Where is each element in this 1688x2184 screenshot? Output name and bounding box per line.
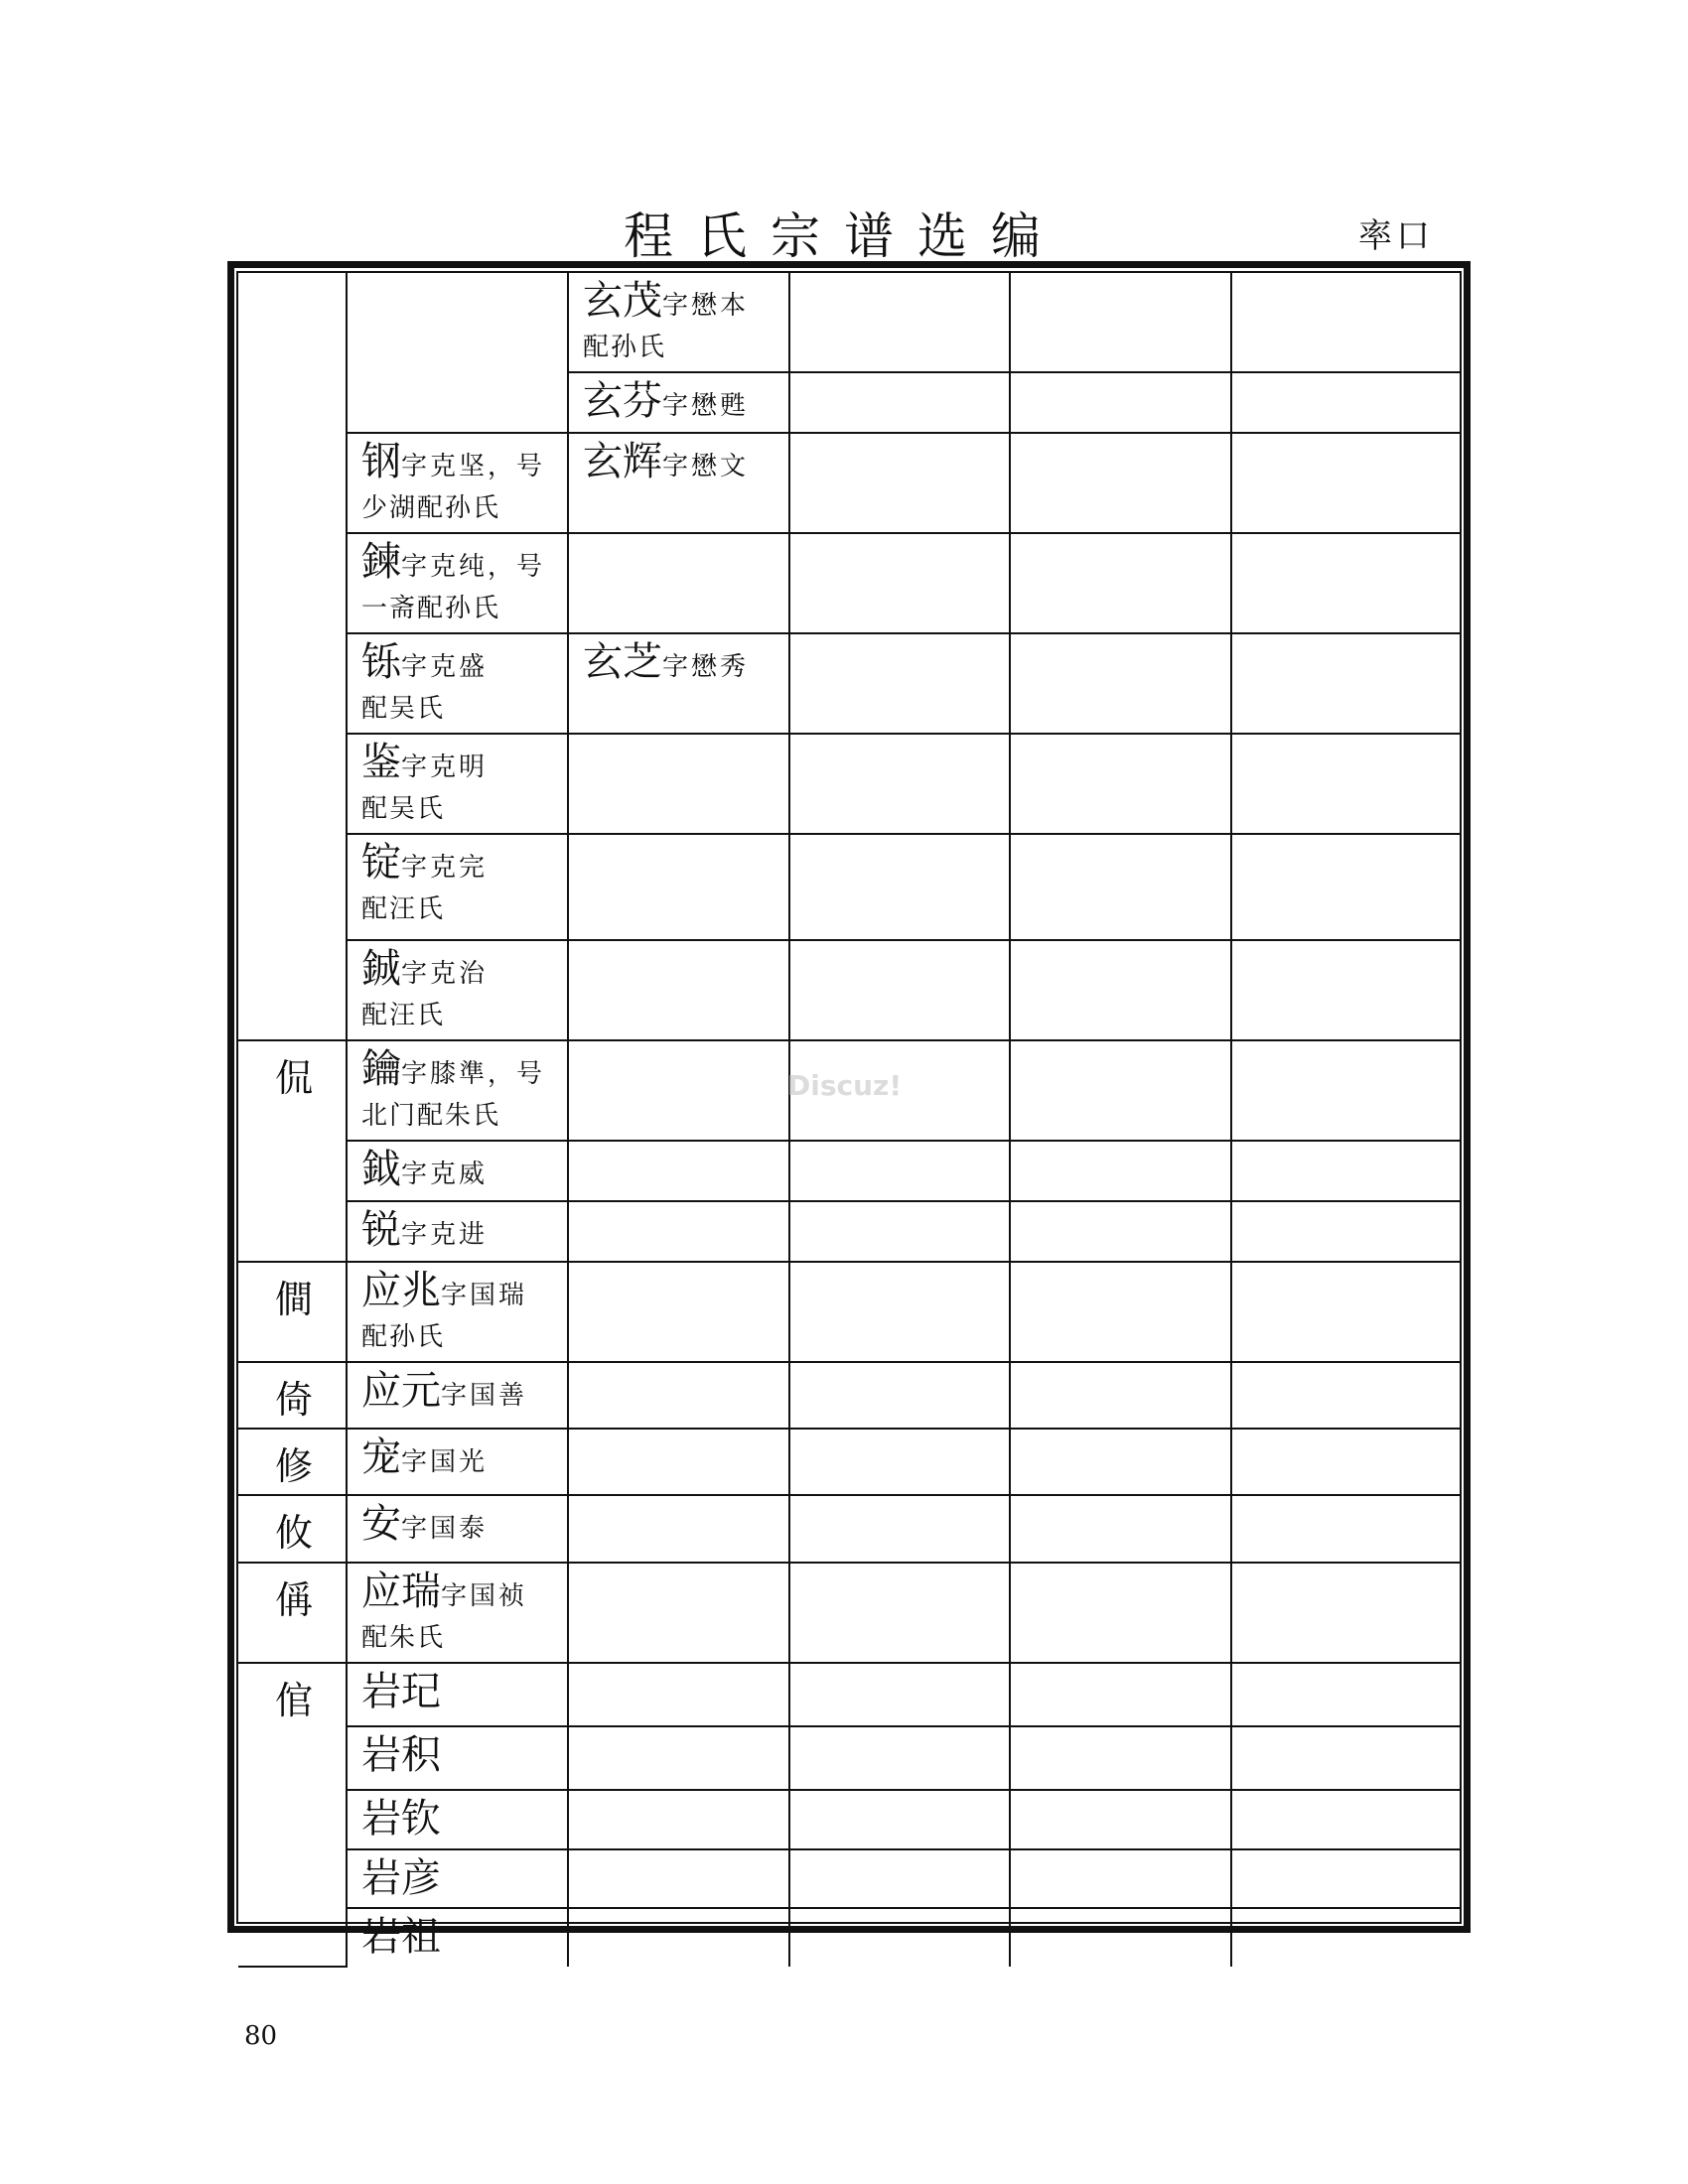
table-row [238,734,1460,834]
gen5-cell [1010,273,1231,372]
gen6-cell [1231,1663,1460,1726]
genealogy-table [238,273,1460,1968]
gen5-cell [1010,1141,1231,1201]
gen3-cell [568,1663,789,1726]
table-row [238,1262,1460,1362]
person-note: 字懋秀 [662,652,750,682]
gen1-cell: 倌 [238,1663,347,1967]
gen2-cell [347,1141,568,1201]
person-note-2: 一斋配孙氏 [361,594,501,623]
gen3-cell [568,734,789,834]
person-note: 字懋甦 [662,391,750,421]
person-note-2: 配吴氏 [361,694,446,724]
gen5-cell [1010,533,1231,633]
person-name: 岩玘 [361,1669,441,1714]
gen6-cell [1231,1141,1460,1201]
person-note-2: 配汪氏 [361,894,446,924]
gen3-cell [568,1908,789,1967]
person-note: 字克坚，号 [401,452,546,481]
gen2-cell [347,433,568,533]
gen5-cell [1010,734,1231,834]
gen5-cell [1010,433,1231,533]
gen4-cell [789,1563,1010,1663]
gen5-cell [1010,633,1231,734]
person-note: 字国祯 [441,1581,528,1611]
gen6-cell [1231,940,1460,1040]
gen5-cell [1010,1040,1231,1141]
person-name: 岩彦 [361,1855,441,1901]
gen5-cell [1010,1495,1231,1563]
gen4-cell [789,633,1010,734]
gen2-cell [347,1429,568,1495]
gen4-cell [789,834,1010,940]
gen3-cell [568,1262,789,1362]
gen6-cell [1231,433,1460,533]
gen5-cell [1010,1563,1231,1663]
gen4-cell [789,1141,1010,1201]
page-number: 80 [244,2021,278,2051]
gen6-cell [1231,1563,1460,1663]
gen2-cell [347,1663,568,1726]
person-name: 宠 [361,1434,401,1480]
gen2-cell [347,1726,568,1790]
gen6-cell [1231,273,1460,372]
gen3-cell [568,433,789,533]
person-note: 字国光 [401,1447,489,1477]
gen4-cell [789,1726,1010,1790]
table-row [238,940,1460,1040]
gen6-cell [1231,1201,1460,1262]
gen4-cell [789,1790,1010,1849]
gen6-cell [1231,633,1460,734]
gen1-cell [238,273,347,1040]
gen3-cell [568,1790,789,1849]
gen3-cell [568,1141,789,1201]
gen3-cell [568,1201,789,1262]
gen6-cell [1231,533,1460,633]
gen2-cell [347,1495,568,1563]
table-row [238,433,1460,533]
gen2-cell [347,1908,568,1967]
gen2-cell [347,633,568,734]
table-row [238,633,1460,734]
table-row [238,1201,1460,1262]
table-row [238,1563,1460,1663]
gen3-cell [568,834,789,940]
person-note-2: 配孙氏 [583,333,667,362]
gen2-cell [347,273,568,433]
gen1-cell: 攸 [238,1495,347,1563]
person-name: 应瑞 [361,1569,441,1614]
gen1-cell: 僴 [238,1262,347,1362]
gen6-cell [1231,1849,1460,1908]
gen4-cell [789,433,1010,533]
table-row [238,1362,1460,1429]
person-name: 安 [361,1501,401,1547]
person-note: 字国瑞 [441,1281,528,1310]
gen3-cell [568,1429,789,1495]
place-label: 率口 [1358,216,1434,256]
gen6-cell [1231,1495,1460,1563]
person-name: 鋮 [361,946,401,992]
person-note: 字国善 [441,1381,528,1411]
gen5-cell [1010,1201,1231,1262]
gen4-cell [789,372,1010,433]
person-note-2: 配吴氏 [361,794,446,824]
person-name: 玄辉 [583,439,662,484]
gen2-cell [347,834,568,940]
person-note-2: 配孙氏 [361,1322,446,1352]
gen4-cell [789,940,1010,1040]
gen4-cell [789,1908,1010,1967]
gen6-cell [1231,1040,1460,1141]
gen6-cell [1231,834,1460,940]
gen2-cell [347,1563,568,1663]
table-row [238,834,1460,940]
gen5-cell [1010,1663,1231,1726]
gen5-cell [1010,1849,1231,1908]
gen5-cell [1010,1790,1231,1849]
person-name: 鉞 [361,1147,401,1192]
gen6-cell [1231,1429,1460,1495]
gen4-cell [789,533,1010,633]
person-note: 字克纯，号 [401,552,546,582]
gen3-cell [568,1726,789,1790]
person-name: 钢 [361,439,401,484]
person-note-2: 北门配朱氏 [361,1101,501,1131]
gen1-cell: 倚 [238,1362,347,1429]
person-note: 字膝準，号 [401,1059,546,1089]
gen3-cell [568,372,789,433]
person-note: 字克明 [401,752,489,782]
gen2-cell [347,1849,568,1908]
person-note: 字懋文 [662,452,750,481]
gen6-cell [1231,1908,1460,1967]
person-note: 字克进 [401,1220,489,1250]
person-name: 鑰 [361,1046,401,1092]
gen3-cell [568,1495,789,1563]
gen3-cell [568,1563,789,1663]
gen5-cell [1010,1262,1231,1362]
gen5-cell [1010,1362,1231,1429]
gen1-cell: 修 [238,1429,347,1495]
gen3-cell [568,1362,789,1429]
gen5-cell [1010,1726,1231,1790]
watermark: Discuz! [787,1069,903,1102]
person-name: 玄茂 [583,278,662,324]
person-name: 鍊 [361,539,401,585]
gen6-cell [1231,1726,1460,1790]
gen2-cell [347,1790,568,1849]
table-row [238,1495,1460,1563]
table-row [238,1429,1460,1495]
gen4-cell [789,1663,1010,1726]
table-row [238,1908,1460,1967]
gen2-cell [347,1362,568,1429]
table-row [238,1141,1460,1201]
gen6-cell [1231,372,1460,433]
gen5-cell [1010,1908,1231,1967]
person-note: 字克治 [401,959,489,989]
gen5-cell [1010,372,1231,433]
table-row [238,273,1460,372]
gen3-cell [568,633,789,734]
gen2-cell [347,533,568,633]
person-name: 岩祖 [361,1914,441,1960]
gen6-cell [1231,734,1460,834]
gen3-cell [568,1849,789,1908]
gen4-cell [789,1849,1010,1908]
person-name: 玄芝 [583,639,662,685]
person-note: 字懋本 [662,291,750,321]
person-name: 玄芬 [583,378,662,424]
gen1-cell: 偁 [238,1563,347,1663]
gen1-cell: 侃 [238,1040,347,1262]
person-note-2: 配朱氏 [361,1623,446,1653]
gen6-cell [1231,1262,1460,1362]
gen2-cell [347,940,568,1040]
gen6-cell [1231,1790,1460,1849]
gen4-cell [789,273,1010,372]
gen4-cell [789,1201,1010,1262]
gen2-cell [347,1201,568,1262]
gen3-cell [568,940,789,1040]
person-note: 字克盛 [401,652,489,682]
person-name: 铄 [361,639,401,685]
person-name: 应元 [361,1368,441,1414]
person-name: 锐 [361,1207,401,1253]
gen3-cell [568,273,789,372]
person-name: 应兆 [361,1268,441,1313]
person-name: 锭 [361,840,401,886]
person-name: 岩积 [361,1732,441,1778]
gen5-cell [1010,1429,1231,1495]
gen3-cell [568,533,789,633]
table-row [238,1790,1460,1849]
gen5-cell [1010,940,1231,1040]
gen4-cell [789,1429,1010,1495]
gen5-cell [1010,834,1231,940]
gen6-cell [1231,1362,1460,1429]
gen4-cell [789,1495,1010,1563]
person-note-2: 少湖配孙氏 [361,493,501,523]
person-name: 岩钦 [361,1796,441,1842]
gen4-cell [789,734,1010,834]
gen2-cell [347,1262,568,1362]
gen3-cell [568,1040,789,1141]
person-name: 鉴 [361,740,401,785]
person-note: 字克威 [401,1160,489,1189]
table-row [238,1849,1460,1908]
page-title: 程氏宗谱选编 [624,207,1064,265]
gen2-cell [347,734,568,834]
table-row [238,1663,1460,1726]
gen4-cell [789,1262,1010,1362]
gen4-cell [789,1362,1010,1429]
person-note: 字克完 [401,853,489,883]
person-note: 字国泰 [401,1514,489,1544]
gen2-cell [347,1040,568,1141]
table-row [238,533,1460,633]
table-row [238,1726,1460,1790]
person-note-2: 配汪氏 [361,1001,446,1030]
